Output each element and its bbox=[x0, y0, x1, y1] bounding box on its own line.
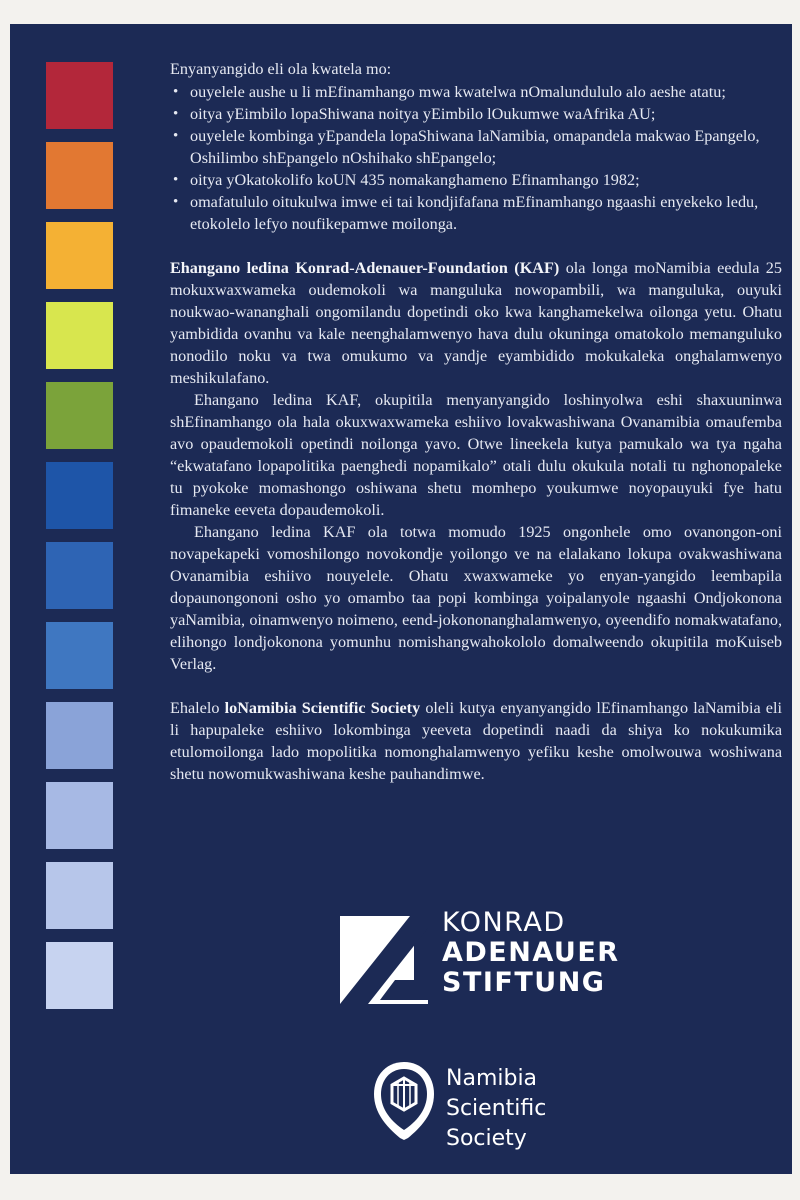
kaf-paragraph-1 bbox=[170, 257, 782, 389]
color-swatch bbox=[46, 62, 113, 129]
back-cover bbox=[10, 24, 792, 1174]
nss-bold: loNamibia Scientific Society bbox=[224, 699, 421, 717]
kaf-logo-line-2: ADENAUER bbox=[442, 937, 620, 968]
intro-text: Enyanyangido eli ola kwatela mo: bbox=[170, 60, 392, 78]
nss-logo-line-3: Society bbox=[446, 1126, 527, 1151]
kaf-logo-mark bbox=[340, 916, 428, 1004]
kaf-logo-line-1: KONRAD bbox=[442, 907, 566, 938]
color-swatch bbox=[46, 862, 113, 929]
color-swatch bbox=[46, 942, 113, 1009]
color-swatch bbox=[46, 302, 113, 369]
kaf-bold-lead: Ehangano ledina Konrad-Adenauer-Foundation (KAF) bbox=[170, 259, 560, 277]
nss-logo-mark bbox=[370, 1058, 438, 1142]
color-swatch bbox=[46, 542, 113, 609]
color-swatch bbox=[46, 622, 113, 689]
kaf-paragraph-1-text: ola longa moNamibia eedula 25 mokuxwaxwameka oudemokoli wa manguluka nowopambili, wa manguluka, ouyuki noukwao-wananghali ongomilandu dopetindi oko kwa kanghamekelwa oilonga yetu. Ohatu yambidida ovanhu va kale neenghalamwenyo hava dulu okuninga omatokolo memanguluko nonodilo noku va twa omukumo va yandje eyambidido mokukaleka onghalamwenyo meshikulafano. bbox=[170, 259, 782, 387]
nss-logo-line-2: Scientific bbox=[446, 1096, 547, 1121]
list-item: • omafatululo oitukulwa imwe ei tai kondjifafana mEfinamhango ngaashi enyekeko ledu, etokolelo lefyo noufikepamwe moilonga. bbox=[170, 191, 782, 235]
nss-rest: oleli kutya enyanyangido lEfinamhango laNamibia eli li hapupaleke eshiivo lokombinga yeeveta dopetindi naadi da shiya ko nokukumika etulomoilonga lado mopolitika nomonghalamwenyo yefiku keshe omolwouwa woshiwana shetu nowomukwashiwana keshe pauhandimwe. bbox=[170, 699, 782, 783]
nss-logo-text bbox=[446, 1064, 546, 1154]
color-swatch bbox=[46, 222, 113, 289]
color-swatch bbox=[46, 702, 113, 769]
kaf-paragraph-3: Ehangano ledina KAF ola totwa momudo 1925 ongonhele omo ovanongon-oni novapekapeki vomoshilongo novokondje yoilongo ve na elalakano lokupa ovakwashiwana Ovanamibia eshiivo nouyelele. Ohatu xwaxwameke yo enyan-yangido leembapila dopaunongononi osho yo omambo taa popi kombinga yoipalanyole ngaashi Ondjokonona yaNamibia, oinamwenyo noimeno, eend-jokononanghalamwenyo, oyeendifo nomakwatafano, elihongo londjokonona yomunhu nomishangwahokololo domalweendo okupitila moKuiseb Verlag. bbox=[170, 523, 782, 673]
list-item: • oitya yOkatokolifo koUN 435 nomakanghameno Efinamhango 1982; bbox=[170, 169, 782, 191]
list-item: • oitya yEimbilo lopaShiwana noitya yEimbilo lOukumwe waAfrika AU; bbox=[170, 103, 782, 125]
kaf-logo-line-3: STIFTUNG bbox=[442, 967, 606, 998]
color-swatch bbox=[46, 142, 113, 209]
nss-paragraph bbox=[170, 697, 782, 785]
color-swatch bbox=[46, 782, 113, 849]
color-swatch bbox=[46, 462, 113, 529]
color-swatch bbox=[46, 382, 113, 449]
nss-logo-line-1: Namibia bbox=[446, 1066, 538, 1091]
kaf-paragraph-2: Ehangano ledina KAF, okupitila menyanyangido loshinyolwa eshi shaxuuninwa shEfinamhango ola hala okuxwaxwameka eshiivo lovakwashiwana Ovanamibia omaufemba avo opaudemokoli opetindi noilonga yavo. Otwe lineekela kutya pamukalo wa tya ngaha “ekwatafano lopapolitika paenghedi nopamikalo” otali dulu okukula notali tu nghonopaleke tu pyokoke momashongo oshiwana shetu momhepo youkumwe noyopauyuki fye hatu fimaneke eeveta dopaudemokoli. bbox=[170, 391, 782, 519]
kaf-logo-text bbox=[442, 908, 620, 998]
list-item: • ouyelele kombinga yEpandela lopaShiwana laNamibia, omapandela makwao Epangelo, Oshilimbo shEpangelo nOshihako shEpangelo; bbox=[170, 125, 782, 169]
body-text bbox=[170, 58, 782, 785]
list-item: • ouyelele aushe u li mEfinamhango mwa kwatelwa nOmalundululo alo aeshe atatu; bbox=[170, 81, 782, 103]
nss-lead: Ehalelo bbox=[170, 699, 225, 717]
contents-list bbox=[170, 81, 782, 235]
